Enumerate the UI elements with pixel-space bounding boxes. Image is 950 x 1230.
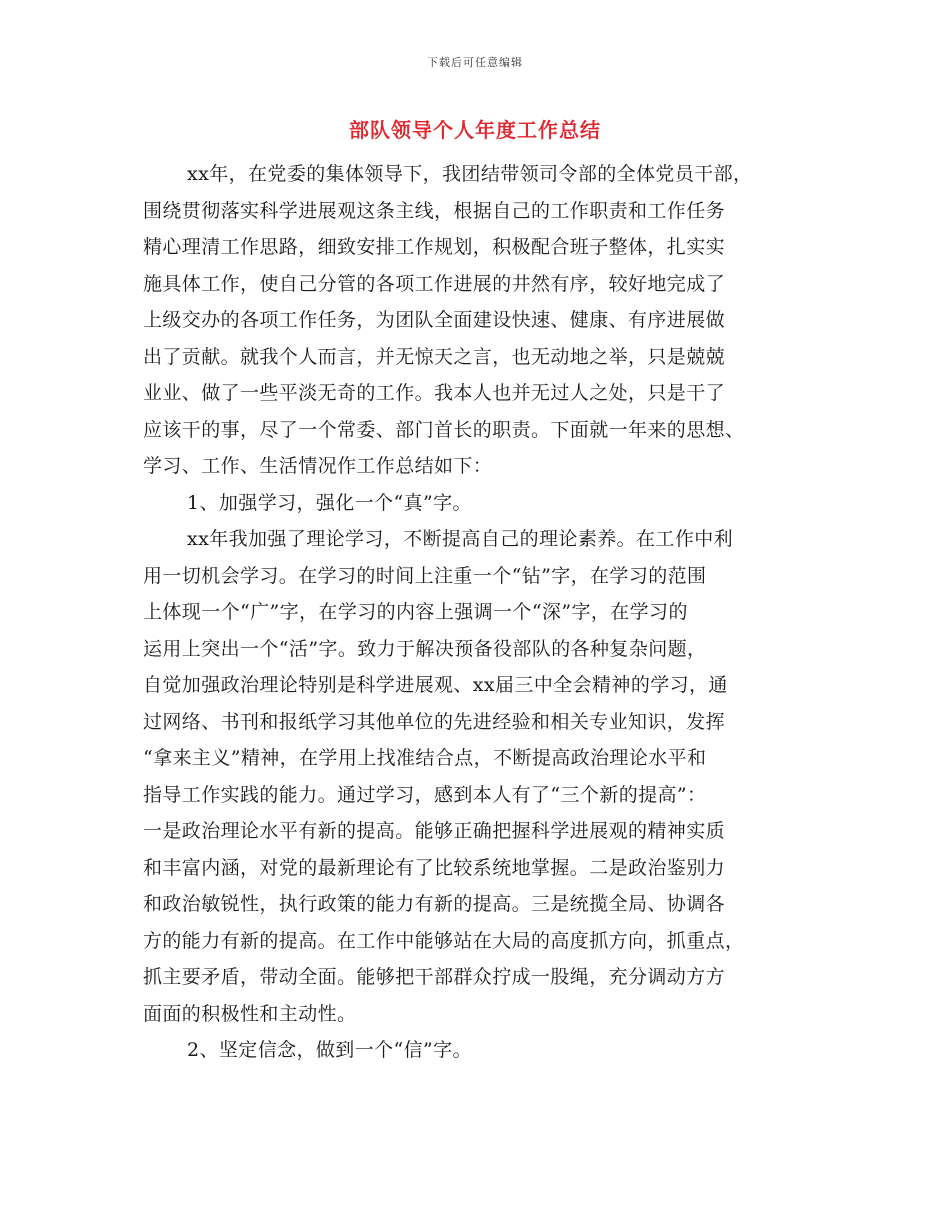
- body-line: 运用上突出一个“活”字。致力于解决预备役部队的各种复杂问题，: [143, 637, 707, 660]
- body-line: 和政治敏锐性，执行政策的能力有新的提高。三是统揽全局、协调各: [143, 893, 726, 915]
- body-line: 和丰富内涵，对党的最新理论有了比较系统地掌握。二是政治鉴别力: [143, 856, 726, 879]
- body-line: 用一切机会学习。在学习的时间上注重一个“钻”字，在学习的范围: [143, 564, 707, 587]
- body-line: 出了贡献。就我个人而言，并无惊天之言，也无动地之举，只是兢兢: [143, 345, 726, 368]
- body-line: 面面的积极性和主动性。: [143, 1002, 357, 1025]
- body-line: 2、坚定信念，做到一个“信”字。: [187, 1039, 472, 1061]
- body-line: 抓主要矛盾，带动全面。能够把干部群众拧成一股绳，充分调动方方: [143, 966, 726, 988]
- body-line: 学习、工作、生活情况作工作总结如下：: [143, 455, 493, 477]
- document-body: [143, 156, 813, 1069]
- body-line: 指导工作实践的能力。通过学习，感到本人有了“三个新的提高”：: [143, 783, 707, 806]
- body-line: 上体现一个“广”字，在学习的内容上强调一个“深”字，在学习的: [143, 601, 688, 623]
- body-line: “拿来主义”精神，在学用上找准结合点，不断提高政治理论水平和: [143, 747, 707, 769]
- body-line: 围绕贯彻落实科学进展观这条主线，根据自己的工作职责和工作任务: [143, 199, 726, 222]
- body-line: 方的能力有新的提高。在工作中能够站在大局的高度抓方向，抓重点，: [143, 929, 745, 952]
- document-title: 部队领导个人年度工作总结: [349, 118, 601, 142]
- body-line: xx年我加强了理论学习，不断提高自己的理论素养。在工作中利: [187, 528, 734, 550]
- body-line: 自觉加强政治理论特别是科学进展观、xx届三中全会精神的学习，通: [143, 674, 728, 696]
- body-line: 施具体工作，使自己分管的各项工作进展的井然有序，较好地完成了: [143, 272, 726, 295]
- body-line: 上级交办的各项工作任务，为团队全面建设快速、健康、有序进展做: [143, 309, 726, 331]
- body-line: 精心理清工作思路，细致安排工作规划，积极配合班子整体，扎实实: [143, 236, 726, 258]
- body-line: 应该干的事，尽了一个常委、部门首长的职责。下面就一年来的思想、: [143, 418, 745, 441]
- body-line: 过网络、书刊和报纸学习其他单位的先进经验和相关专业知识，发挥: [143, 710, 726, 733]
- body-line: 一是政治理论水平有新的提高。能够正确把握科学进展观的精神实质: [143, 820, 726, 842]
- body-line: 1、加强学习，强化一个“真”字。: [187, 491, 472, 514]
- body-line: 业业、做了一些平淡无奇的工作。我本人也并无过人之处，只是干了: [143, 382, 726, 404]
- header-note: 下载后可任意编辑: [427, 56, 523, 69]
- body-line: xx年，在党委的集体领导下，我团结带领司令部的全体党员干部，: [187, 163, 753, 185]
